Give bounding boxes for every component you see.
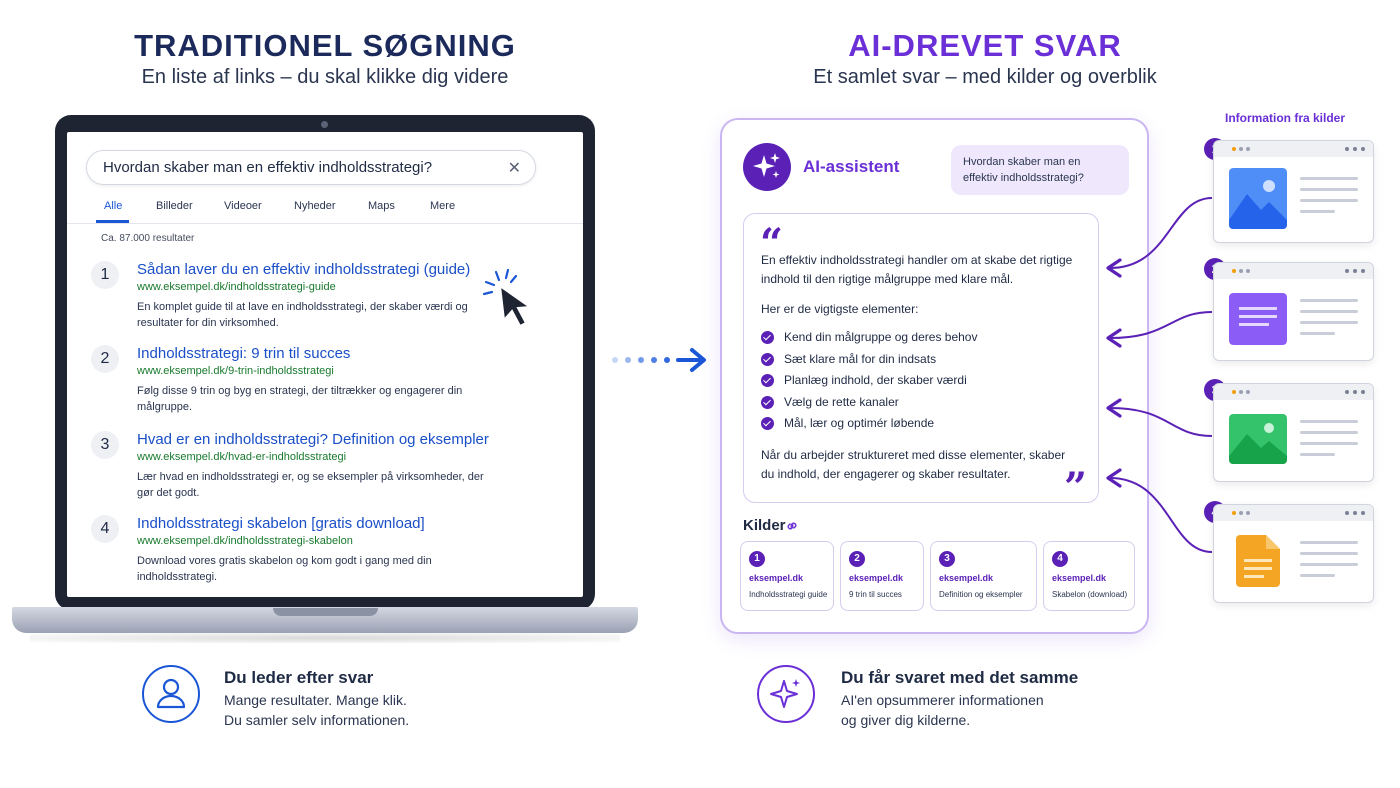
source-site: eksempel.dk: [749, 573, 804, 583]
source-number: 2: [849, 551, 865, 567]
result-url[interactable]: www.eksempel.dk/indholdsstrategi-guide: [137, 281, 336, 293]
result-description: Download vores gratis skabelon og kom godt i gang med din indholdsstrategi.: [137, 555, 432, 583]
sparkle-icon-circle: [757, 665, 815, 723]
list-item: [761, 372, 977, 394]
image-icon: [1229, 414, 1287, 464]
check-icon: [761, 396, 774, 409]
list-item: [761, 351, 977, 373]
source-title: Definition og eksempler: [939, 590, 1023, 599]
tab-nyheder[interactable]: Nyheder: [294, 200, 336, 212]
tab-maps[interactable]: Maps: [368, 200, 395, 212]
result-description: Følg disse 9 trin og byg en strategi, der tiltrækker og engagerer din målgruppe.: [137, 385, 463, 413]
result-number: 4: [91, 515, 119, 543]
source-card[interactable]: [740, 541, 834, 611]
source-title: 9 trin til succes: [849, 590, 902, 599]
source-card[interactable]: [840, 541, 924, 611]
cursor-icon: [482, 268, 542, 332]
search-screen: [67, 132, 583, 597]
laptop-notch: [273, 608, 378, 616]
sparkle-icon: [759, 667, 813, 721]
source-window: [1213, 504, 1374, 603]
quote-close-icon: ”: [1064, 464, 1088, 511]
file-icon: [1236, 535, 1280, 587]
right-heading: AI-DREVET SVAR: [848, 28, 1122, 63]
result-count: Ca. 87.000 resultater: [101, 233, 195, 244]
source-window: [1213, 140, 1374, 243]
right-caption-line: AI'en opsummerer informationen: [841, 692, 1044, 708]
result-description: En komplet guide til at lave en indholdsstrategi, der skaber værdi og resultater for din virksomhed.: [137, 301, 468, 329]
source-site: eksempel.dk: [1052, 573, 1107, 583]
source-number: 3: [939, 551, 955, 567]
left-heading: TRADITIONEL SØGNING: [134, 28, 516, 63]
active-tab-indicator: [96, 220, 129, 223]
search-tabs: [67, 198, 583, 224]
check-icon: [761, 331, 774, 344]
result-url[interactable]: www.eksempel.dk/9-trin-indholdsstrategi: [137, 365, 334, 377]
left-caption-line: Mange resultater. Mange klik.: [224, 692, 407, 708]
result-title[interactable]: Indholdsstrategi skabelon [gratis download]: [137, 515, 425, 532]
source-window: [1213, 383, 1374, 482]
source-title: Indholdsstrategi guide: [749, 590, 828, 599]
result-number: 3: [91, 431, 119, 459]
result-description: Lær hvad en indholdsstrategi er, og se eksempler på virksomheder, der gør det godt.: [137, 471, 484, 499]
list-item: [761, 329, 977, 351]
result-url[interactable]: www.eksempel.dk/hvad-er-indholdsstrategi: [137, 451, 347, 463]
tab-alle[interactable]: Alle: [104, 200, 123, 212]
info-sources-label: Information fra kilder: [1225, 111, 1346, 125]
result-url[interactable]: www.eksempel.dk/indholdsstrategi-skabelon: [137, 535, 353, 547]
result-number: 2: [91, 345, 119, 373]
sources-heading: Kilder: [743, 517, 786, 534]
ai-assistant-label: AI-assistent: [803, 157, 900, 176]
result-title[interactable]: Sådan laver du en effektiv indholdsstrategi (guide): [137, 261, 471, 278]
answer-intro: En effektiv indholdsstrategi handler om at skabe det rigtige indhold til den rigtige målgruppe med klare mål.: [761, 253, 1073, 286]
source-card[interactable]: [930, 541, 1037, 611]
search-query: Hvordan skaber man en effektiv indholdsstrategi?: [103, 159, 433, 176]
image-icon: [1229, 168, 1287, 229]
source-site: eksempel.dk: [939, 573, 994, 583]
bullet-text: Vælg de rette kanaler: [784, 394, 899, 409]
left-caption-line: Du samler selv informationen.: [224, 712, 410, 728]
left-caption-title: Du leder efter svar: [224, 668, 374, 687]
right-caption-line: og giver dig kilderne.: [841, 712, 971, 728]
right-caption-title: Du får svaret med det samme: [841, 668, 1079, 687]
answer-lead: Her er de vigtigste elementer:: [761, 302, 919, 316]
source-number: 4: [1052, 551, 1068, 567]
result-title[interactable]: Indholdsstrategi: 9 trin til succes: [137, 345, 351, 362]
link-icon: [785, 519, 799, 533]
laptop-shadow: [30, 633, 620, 643]
search-input[interactable]: [86, 150, 536, 185]
close-icon[interactable]: ✕: [507, 160, 521, 177]
bullet-text: Planlæg indhold, der skaber værdi: [784, 373, 967, 388]
list-item: [761, 394, 977, 416]
check-icon: [761, 417, 774, 430]
tab-videoer[interactable]: Videoer: [224, 200, 262, 212]
check-icon: [761, 353, 774, 366]
sparkle-icon: [743, 143, 791, 191]
result-title[interactable]: Hvad er en indholdsstrategi? Definition og eksempler: [137, 431, 489, 448]
user-icon: [144, 667, 198, 721]
bullet-text: Mål, lær og optimér løbende: [784, 416, 935, 431]
ai-answer-card: [743, 213, 1099, 511]
tab-mere[interactable]: Mere: [430, 200, 456, 212]
source-window: [1213, 262, 1374, 361]
ai-avatar: [743, 143, 791, 191]
source-arrows: [1100, 180, 1220, 580]
quote-open-icon: “: [760, 220, 784, 267]
source-site: eksempel.dk: [849, 573, 904, 583]
user-icon-circle: [142, 665, 200, 723]
answer-bullets: [761, 329, 977, 437]
result-number: 1: [91, 261, 119, 289]
left-subheading: En liste af links – du skal klikke dig videre: [141, 66, 509, 88]
source-title: Skabelon (download): [1052, 590, 1128, 599]
right-subheading: Et samlet svar – med kilder og overblik: [813, 66, 1157, 88]
bullet-text: Sæt klare mål for din indsats: [784, 351, 937, 366]
answer-outro: Når du arbejder struktureret med disse elementer, skaber du indhold, der engagerer og skaber resultater.: [761, 448, 1066, 481]
laptop-camera: [321, 121, 328, 128]
bullet-text: Kend din målgruppe og deres behov: [784, 330, 978, 344]
list-item: [761, 415, 977, 437]
dotted-arrow-icon: [606, 346, 710, 374]
document-icon: [1229, 293, 1287, 345]
source-number: 1: [749, 551, 765, 567]
check-icon: [761, 374, 774, 387]
tab-billeder[interactable]: Billeder: [156, 200, 193, 212]
user-question-bubble: Hvordan skaber man en effektiv indholdsstrategi?: [951, 145, 1129, 195]
